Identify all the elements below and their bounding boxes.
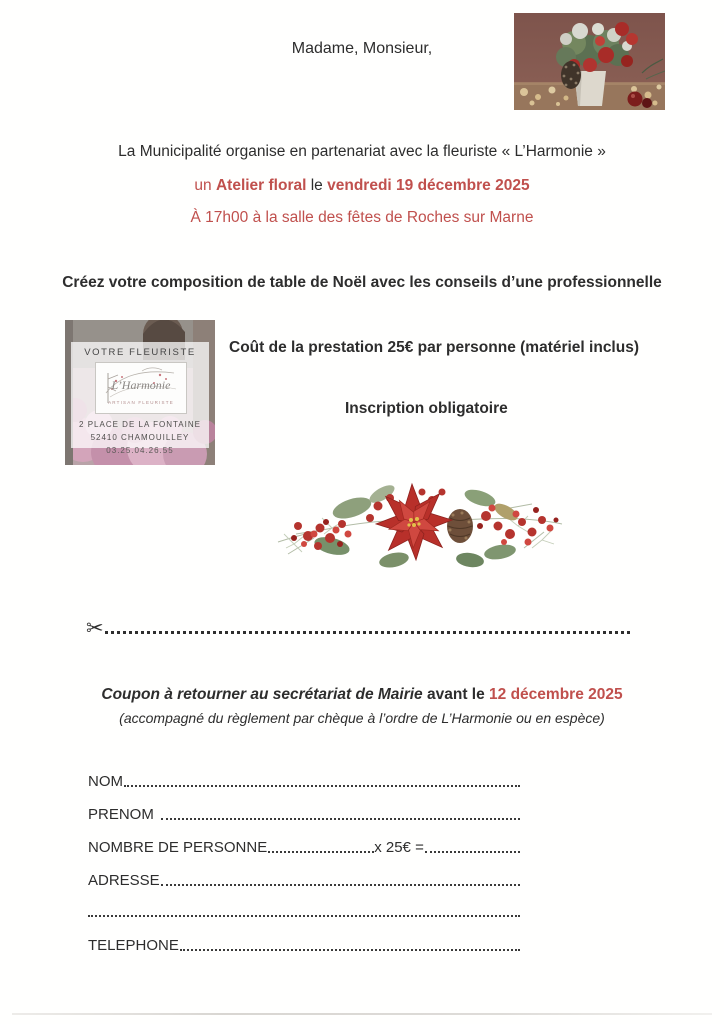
cost-line: Coût de la prestation 25€ par personne (matériel inclus) [229, 339, 639, 356]
address-label: ADRESSE [88, 872, 160, 889]
count-dotted-line [268, 851, 374, 853]
coupon-heading-plain: avant le [422, 686, 490, 703]
cut-here-line [86, 618, 630, 639]
florist-address-line1: 2 PLACE DE LA FONTAINE [79, 420, 201, 429]
event-line [0, 177, 724, 195]
registration-line: Inscription obligatoire [345, 400, 508, 417]
christmas-garland-image [274, 464, 566, 580]
address-continuation-dotted-line [88, 915, 520, 917]
event-name: Atelier floral [215, 177, 307, 194]
event-prefix: un [194, 177, 216, 194]
christmas-arrangement-art [514, 13, 665, 110]
phone-dotted-line [180, 949, 520, 951]
firstname-dotted-line [161, 818, 520, 820]
salutation: Madame, Monsieur, [291, 40, 433, 57]
florist-card-heading: VOTRE FLEURISTE [84, 347, 196, 358]
form-row-name [88, 771, 520, 790]
florist-address-line2: 52410 CHAMOUILLEY [90, 433, 190, 442]
coupon-subheading: (accompagné du règlement par chèque à l’ordre de L’Harmonie ou en espèce) [119, 710, 605, 726]
christmas-garland-art [274, 464, 566, 580]
coupon-deadline-date: 12 décembre 2025 [489, 686, 623, 703]
time-place-line: À 17h00 à la salle des fêtes de Roches sur Marne [190, 209, 534, 226]
scissors-icon: ✂ [86, 617, 104, 640]
intro-line: La Municipalité organise en partenariat avec la fleuriste « L’Harmonie » [118, 143, 606, 160]
form-row-firstname [88, 804, 520, 823]
count-formula-label: x 25€ = [374, 839, 424, 856]
coupon-heading [0, 686, 724, 704]
name-label: NOM [88, 773, 123, 790]
cut-dotted-line [105, 631, 630, 634]
count-total-dotted-line [425, 851, 520, 853]
florist-business-card [65, 320, 215, 465]
florist-logo-box [95, 362, 187, 414]
christmas-arrangement-photo [514, 13, 665, 110]
firstname-label: PRENOM [88, 806, 154, 823]
name-dotted-line [124, 785, 520, 787]
florist-phone: 03.25.04.26.55 [106, 446, 174, 455]
phone-label: TELEPHONE [88, 937, 179, 954]
workshop-line: Créez votre composition de table de Noël avec les conseils d’une professionnelle [62, 274, 662, 291]
event-date: vendredi 19 décembre 2025 [327, 177, 530, 194]
coupon-heading-italic: Coupon à retourner au secrétariat de Mairie [101, 686, 423, 703]
count-label: NOMBRE DE PERSONNE [88, 839, 268, 856]
event-middle: le [306, 177, 328, 194]
form-row-phone [88, 935, 520, 954]
florist-logo-subtitle: ARTISAN FLEURISTE [108, 400, 174, 405]
florist-logo-name: L’Harmonie [111, 378, 171, 392]
form-row-count [88, 837, 520, 856]
form-row-address [88, 870, 520, 889]
form-row-address-continued [88, 901, 520, 920]
address-dotted-line [161, 884, 520, 886]
scan-artifact-line [12, 1013, 712, 1015]
